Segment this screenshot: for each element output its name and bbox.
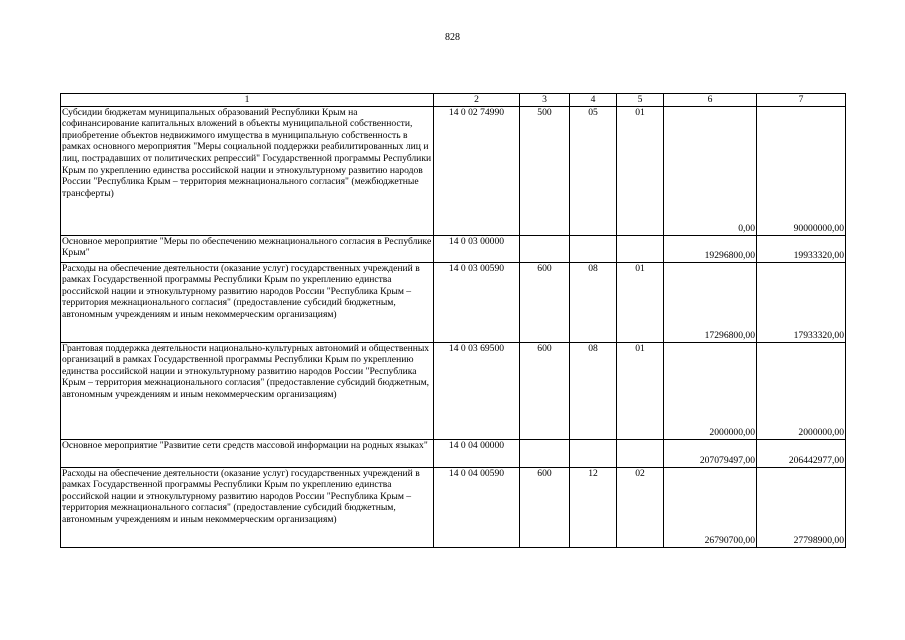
row-code: 14 0 02 74990 — [434, 106, 520, 235]
row-amount-6: 207079497,00 — [664, 439, 757, 467]
table-row — [61, 106, 846, 235]
row-amount-6: 26790700,00 — [664, 467, 757, 547]
header-row — [61, 94, 846, 107]
row-amount-6: 0,00 — [664, 106, 757, 235]
row-col5: 01 — [617, 106, 664, 235]
table-row — [61, 342, 846, 439]
page-number: 828 — [445, 32, 460, 43]
row-description: Основное мероприятие "Меры по обеспечению межнационального согласия в Республике Крым" — [61, 235, 434, 262]
row-col4 — [570, 439, 617, 467]
row-code: 14 0 04 00000 — [434, 439, 520, 467]
row-col5: 02 — [617, 467, 664, 547]
row-col4: 12 — [570, 467, 617, 547]
row-col3: 600 — [520, 262, 570, 342]
column-header-7: 7 — [757, 94, 846, 107]
column-header-5: 5 — [617, 94, 664, 107]
budget-table — [60, 93, 846, 548]
row-col5: 01 — [617, 262, 664, 342]
column-header-3: 3 — [520, 94, 570, 107]
row-code: 14 0 04 00590 — [434, 467, 520, 547]
row-col3 — [520, 439, 570, 467]
row-col5: 01 — [617, 342, 664, 439]
row-col3 — [520, 235, 570, 262]
row-code: 14 0 03 69500 — [434, 342, 520, 439]
row-description: Грантовая поддержка деятельности национально-культурных автономий и общественных организаций в рамках Государственной программы Республики Крым по укреплению единства российской нации и этнокультурному развитию народов России "Республика Крым – территория межнационального согласия" (предоставление субсидий бюджетным, автономным учреждениям и иным некоммерческим организациям) — [61, 342, 434, 439]
column-header-4: 4 — [570, 94, 617, 107]
row-col3: 600 — [520, 342, 570, 439]
row-col5 — [617, 235, 664, 262]
row-code: 14 0 03 00000 — [434, 235, 520, 262]
row-col4: 08 — [570, 342, 617, 439]
table-row — [61, 235, 846, 262]
column-header-1: 1 — [61, 94, 434, 107]
row-col5 — [617, 439, 664, 467]
row-description: Субсидии бюджетам муниципальных образований Республики Крым на софинансирование капитальных вложений в объекты муниципальной собственности, приобретение объектов недвижимого имущества в муниципальную собственность в рамках основного мероприятия "Меры социальной поддержки реабилитированных лиц и лиц, пострадавших от политических репрессий" Государственной программы Республики Крым по укреплению единства российской нации и этнокультурному развитию народов России "Республика Крым – территория межнационального согласия" (межбюджетные трансферты) — [61, 106, 434, 235]
row-col4: 05 — [570, 106, 617, 235]
row-amount-6: 17296800,00 — [664, 262, 757, 342]
row-col4: 08 — [570, 262, 617, 342]
row-amount-6: 2000000,00 — [664, 342, 757, 439]
row-description: Расходы на обеспечение деятельности (оказание услуг) государственных учреждений в рамках Государственной программы Республики Крым по укреплению единства российской нации и этнокультурному развитию народов России "Республика Крым – территория межнационального согласия" (предоставление субсидий бюджетным, автономным учреждениям и иным некоммерческим организациям) — [61, 262, 434, 342]
row-code: 14 0 03 00590 — [434, 262, 520, 342]
row-amount-6: 19296800,00 — [664, 235, 757, 262]
row-amount-7: 90000000,00 — [757, 106, 846, 235]
row-col3: 500 — [520, 106, 570, 235]
column-header-6: 6 — [664, 94, 757, 107]
row-amount-7: 27798900,00 — [757, 467, 846, 547]
table-row — [61, 262, 846, 342]
row-description: Расходы на обеспечение деятельности (оказание услуг) государственных учреждений в рамках Государственной программы Республики Крым по укреплению единства российской нации и этнокультурному развитию народов России "Республика Крым – территория межнационального согласия" (предоставление субсидий бюджетным, автономным учреждениям и иным некоммерческим организациям) — [61, 467, 434, 547]
row-amount-7: 206442977,00 — [757, 439, 846, 467]
table-row — [61, 467, 846, 547]
row-amount-7: 17933320,00 — [757, 262, 846, 342]
row-amount-7: 2000000,00 — [757, 342, 846, 439]
table-row — [61, 439, 846, 467]
column-header-2: 2 — [434, 94, 520, 107]
row-description: Основное мероприятие "Развитие сети средств массовой информации на родных языках" — [61, 439, 434, 467]
row-amount-7: 19933320,00 — [757, 235, 846, 262]
row-col4 — [570, 235, 617, 262]
row-col3: 600 — [520, 467, 570, 547]
